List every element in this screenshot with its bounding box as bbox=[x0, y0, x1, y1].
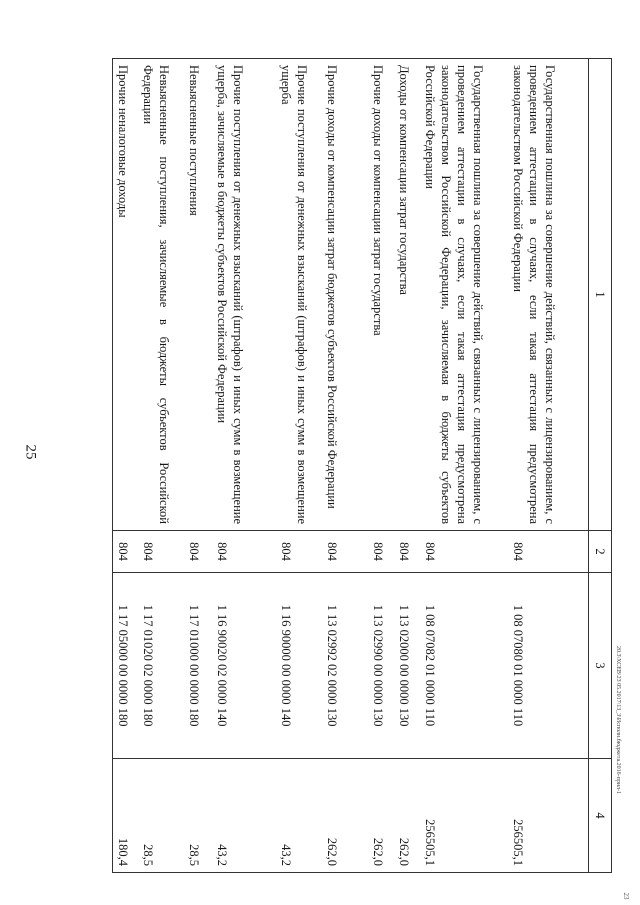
revenue-name: Доходы от компенсации затрат государства bbox=[395, 59, 421, 531]
table-row bbox=[421, 59, 509, 873]
budget-classification-code: 1 17 01000 00 0000 180 bbox=[185, 573, 213, 759]
table-row bbox=[185, 59, 213, 873]
table-row bbox=[277, 59, 323, 873]
admin-code: 804 bbox=[113, 531, 139, 573]
column-header: 2 bbox=[589, 531, 612, 573]
budget-classification-code: 1 13 02000 00 0000 130 bbox=[395, 573, 421, 759]
column-header: 4 bbox=[589, 759, 612, 873]
table-header-row bbox=[589, 59, 612, 873]
revenue-name: Прочие доходы от компенсации затрат бюджетов субъектов Российской Федерации bbox=[323, 59, 369, 531]
table-row bbox=[323, 59, 369, 873]
amount: 28,5 bbox=[139, 759, 185, 873]
admin-code: 804 bbox=[395, 531, 421, 573]
revenue-name: Невыясненные поступления, зачисляемые в бюджеты субъектов Российской Федерации bbox=[139, 59, 185, 531]
table-row bbox=[113, 59, 139, 873]
amount: 262,0 bbox=[395, 759, 421, 873]
document-path-footer: 20.3\ХСЕВ\23 05.2017\13_3\Исполн.бюджета.2016-прил-1 bbox=[615, 645, 621, 795]
amount: 256505,1 bbox=[421, 759, 509, 873]
revenue-name: Прочие поступления от денежных взысканий (штрафов) и иных сумм в возмещение ущерба bbox=[277, 59, 323, 531]
page-number: 25 bbox=[22, 444, 39, 460]
admin-code: 804 bbox=[323, 531, 369, 573]
column-header: 3 bbox=[589, 573, 612, 759]
table-row bbox=[369, 59, 395, 873]
revenue-name: Государственная пошлина за совершение действий, связанных с лицензированием, с проведением аттестации в случаях, если такая аттестация предусмотрена законодательством Российской Федерации, зачисляемая в бюджеты субъектов Российской Федерации bbox=[421, 59, 509, 531]
admin-code: 804 bbox=[369, 531, 395, 573]
budget-classification-code: 1 16 90020 02 0000 140 bbox=[213, 573, 277, 759]
amount: 28,5 bbox=[185, 759, 213, 873]
table-row bbox=[509, 59, 589, 873]
admin-code: 804 bbox=[139, 531, 185, 573]
revenue-name: Невыясненные поступления bbox=[185, 59, 213, 531]
budget-classification-code: 1 08 07082 01 0000 110 bbox=[421, 573, 509, 759]
budget-classification-code: 1 08 07080 01 0000 110 bbox=[509, 573, 589, 759]
budget-classification-code: 1 13 02990 00 0000 130 bbox=[369, 573, 395, 759]
amount: 262,0 bbox=[323, 759, 369, 873]
amount: 43,2 bbox=[277, 759, 323, 873]
admin-code: 804 bbox=[421, 531, 509, 573]
budget-classification-code: 1 17 05000 00 0000 180 bbox=[113, 573, 139, 759]
budget-revenue-table bbox=[112, 58, 612, 873]
table-row bbox=[395, 59, 421, 873]
revenue-name: Прочие неналоговые доходы bbox=[113, 59, 139, 531]
revenue-name: Государственная пошлина за совершение действий, связанных с лицензированием, с проведением аттестации в случаях, если такая аттестация предусмотрена законодательством Российской Федерации bbox=[509, 59, 589, 531]
admin-code: 804 bbox=[277, 531, 323, 573]
budget-classification-code: 1 17 01020 02 0000 180 bbox=[139, 573, 185, 759]
column-header: 1 bbox=[589, 59, 612, 531]
budget-classification-code: 1 16 90000 00 0000 140 bbox=[277, 573, 323, 759]
revenue-name: Прочие доходы от компенсации затрат государства bbox=[369, 59, 395, 531]
admin-code: 804 bbox=[185, 531, 213, 573]
revenue-name: Прочие поступления от денежных взысканий (штрафов) и иных сумм в возмещение ущерба, зачисляемые в бюджеты субъектов Российской Федерации bbox=[213, 59, 277, 531]
budget-classification-code: 1 13 02992 02 0000 130 bbox=[323, 573, 369, 759]
corner-mark: 23 bbox=[622, 892, 630, 900]
admin-code: 804 bbox=[213, 531, 277, 573]
admin-code: 804 bbox=[509, 531, 589, 573]
amount: 180,4 bbox=[113, 759, 139, 873]
amount: 262,0 bbox=[369, 759, 395, 873]
amount: 256505,1 bbox=[509, 759, 589, 873]
rotated-page-content bbox=[96, 58, 612, 872]
amount: 43,2 bbox=[213, 759, 277, 873]
table-row bbox=[213, 59, 277, 873]
table-row bbox=[139, 59, 185, 873]
